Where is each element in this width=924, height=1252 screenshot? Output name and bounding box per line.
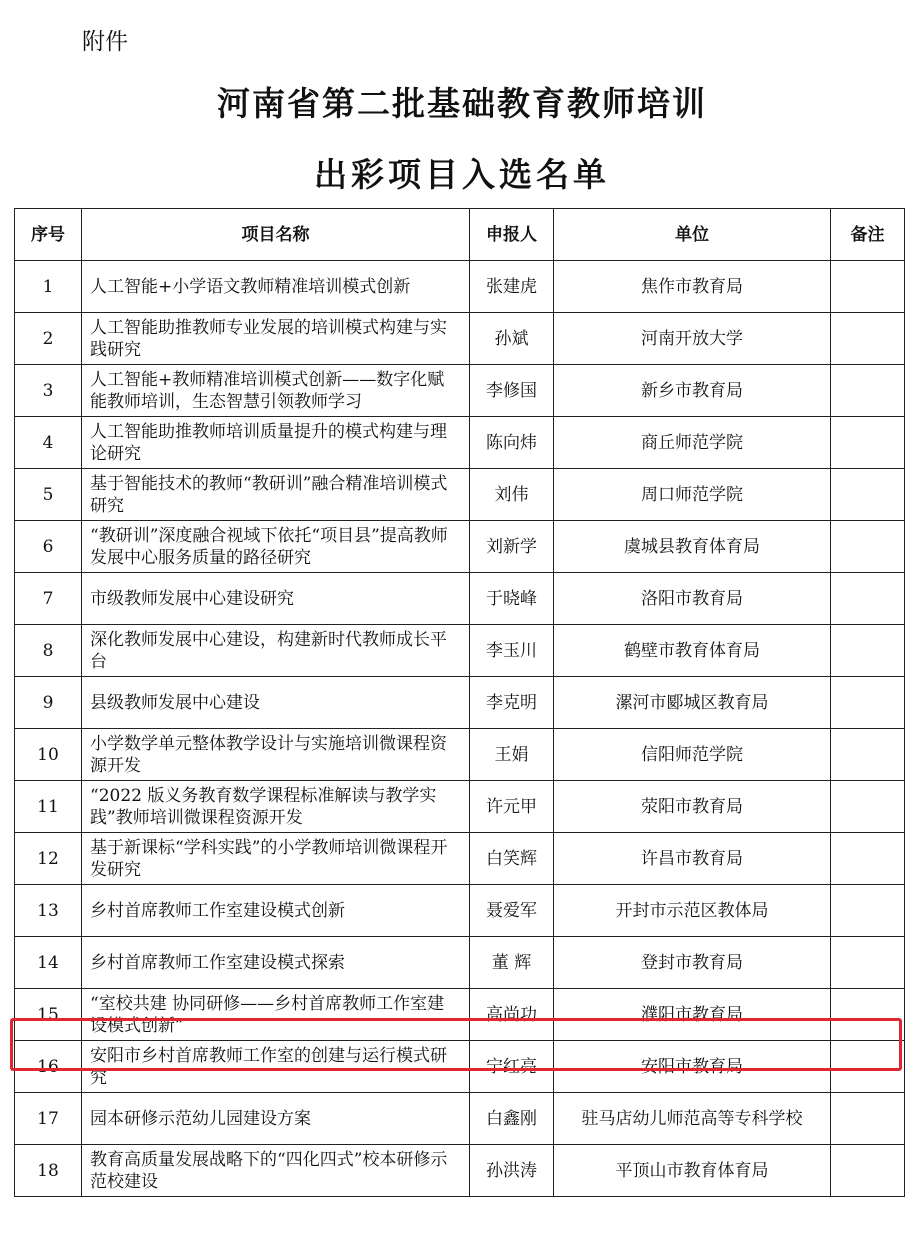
applicant-cell: 刘伟 (470, 469, 554, 521)
table-row (15, 677, 905, 729)
remark-cell (831, 937, 905, 989)
applicant-cell: 张建虎 (470, 261, 554, 313)
remark-cell (831, 469, 905, 521)
project-name-cell: 园本研修示范幼儿园建设方案 (82, 1093, 470, 1145)
project-name-cell: 深化教师发展中心建设，构建新时代教师成长平台 (82, 625, 470, 677)
unit-cell: 洛阳市教育局 (554, 573, 831, 625)
header-applicant: 申报人 (470, 209, 554, 261)
row-number-cell: 10 (15, 729, 82, 781)
table-row (15, 781, 905, 833)
row-number-cell: 5 (15, 469, 82, 521)
unit-cell: 鹤壁市教育体育局 (554, 625, 831, 677)
selection-roster-table (14, 208, 905, 1197)
applicant-cell: 刘新学 (470, 521, 554, 573)
unit-cell: 登封市教育局 (554, 937, 831, 989)
project-name-cell: 教育高质量发展战略下的“四化四式”校本研修示范校建设 (82, 1145, 470, 1197)
table-row (15, 833, 905, 885)
table-row (15, 1093, 905, 1145)
remark-cell (831, 729, 905, 781)
unit-cell: 许昌市教育局 (554, 833, 831, 885)
remark-cell (831, 417, 905, 469)
unit-cell: 虞城县教育体育局 (554, 521, 831, 573)
row-number-cell: 1 (15, 261, 82, 313)
remark-cell (831, 365, 905, 417)
table-row (15, 625, 905, 677)
remark-cell (831, 313, 905, 365)
table-row (15, 1041, 905, 1093)
project-name-cell: 人工智能助推教师专业发展的培训模式构建与实践研究 (82, 313, 470, 365)
row-number-cell: 17 (15, 1093, 82, 1145)
row-number-cell: 13 (15, 885, 82, 937)
remark-cell (831, 1041, 905, 1093)
unit-cell: 周口师范学院 (554, 469, 831, 521)
project-name-cell: “教研训”深度融合视域下依托“项目县”提高教师发展中心服务质量的路径研究 (82, 521, 470, 573)
project-name-cell: 安阳市乡村首席教师工作室的创建与运行模式研究 (82, 1041, 470, 1093)
applicant-cell: 孙斌 (470, 313, 554, 365)
remark-cell (831, 885, 905, 937)
row-number-cell: 14 (15, 937, 82, 989)
document-title-line-1: 河南省第二批基础教育教师培训 (217, 84, 707, 123)
applicant-cell: 李玉川 (470, 625, 554, 677)
row-number-cell: 6 (15, 521, 82, 573)
row-number-cell: 9 (15, 677, 82, 729)
unit-cell: 荥阳市教育局 (554, 781, 831, 833)
table-row (15, 417, 905, 469)
unit-cell: 河南开放大学 (554, 313, 831, 365)
applicant-cell: 许元甲 (470, 781, 554, 833)
table-row (15, 313, 905, 365)
table-row (15, 365, 905, 417)
remark-cell (831, 1093, 905, 1145)
table-row (15, 469, 905, 521)
remark-cell (831, 521, 905, 573)
unit-cell: 新乡市教育局 (554, 365, 831, 417)
unit-cell: 濮阳市教育局 (554, 989, 831, 1041)
applicant-cell: 李克明 (470, 677, 554, 729)
project-name-cell: 县级教师发展中心建设 (82, 677, 470, 729)
table-row (15, 573, 905, 625)
applicant-cell: 于晓峰 (470, 573, 554, 625)
project-name-cell: 人工智能助推教师培训质量提升的模式构建与理论研究 (82, 417, 470, 469)
remark-cell (831, 573, 905, 625)
applicant-cell: 高尚功 (470, 989, 554, 1041)
header-project-name: 项目名称 (82, 209, 470, 261)
applicant-cell: 李修国 (470, 365, 554, 417)
row-number-cell: 11 (15, 781, 82, 833)
header-unit: 单位 (554, 209, 831, 261)
project-name-cell: “2022 版义务教育数学课程标准解读与教学实践”教师培训微课程资源开发 (82, 781, 470, 833)
applicant-cell: 王娟 (470, 729, 554, 781)
unit-cell: 焦作市教育局 (554, 261, 831, 313)
unit-cell: 安阳市教育局 (554, 1041, 831, 1093)
remark-cell (831, 261, 905, 313)
project-name-cell: 乡村首席教师工作室建设模式创新 (82, 885, 470, 937)
project-name-cell: 乡村首席教师工作室建设模式探索 (82, 937, 470, 989)
project-name-cell: 基于智能技术的教师“教研训”融合精准培训模式研究 (82, 469, 470, 521)
table-row (15, 937, 905, 989)
remark-cell (831, 781, 905, 833)
document-title-line-2: 出彩项目入选名单 (314, 155, 610, 194)
row-number-cell: 7 (15, 573, 82, 625)
row-number-cell: 15 (15, 989, 82, 1041)
unit-cell: 驻马店幼儿师范高等专科学校 (554, 1093, 831, 1145)
applicant-cell: 白鑫刚 (470, 1093, 554, 1145)
unit-cell: 开封市示范区教体局 (554, 885, 831, 937)
remark-cell (831, 677, 905, 729)
applicant-cell: 宁红亮 (470, 1041, 554, 1093)
applicant-cell: 陈向炜 (470, 417, 554, 469)
unit-cell: 信阳师范学院 (554, 729, 831, 781)
table-row (15, 521, 905, 573)
remark-cell (831, 625, 905, 677)
row-number-cell: 12 (15, 833, 82, 885)
applicant-cell: 白笑辉 (470, 833, 554, 885)
project-name-cell: “室校共建 协同研修——乡村首席教师工作室建设模式创新” (82, 989, 470, 1041)
project-name-cell: 人工智能+小学语文教师精准培训模式创新 (82, 261, 470, 313)
unit-cell: 平顶山市教育体育局 (554, 1145, 831, 1197)
project-name-cell: 小学数学单元整体教学设计与实施培训微课程资源开发 (82, 729, 470, 781)
attachment-label: 附件 (82, 29, 128, 55)
remark-cell (831, 833, 905, 885)
table-row (15, 1145, 905, 1197)
project-name-cell: 市级教师发展中心建设研究 (82, 573, 470, 625)
table-row (15, 989, 905, 1041)
header-remark: 备注 (831, 209, 905, 261)
table-row (15, 729, 905, 781)
row-number-cell: 4 (15, 417, 82, 469)
row-number-cell: 18 (15, 1145, 82, 1197)
applicant-cell: 董 辉 (470, 937, 554, 989)
unit-cell: 漯河市郾城区教育局 (554, 677, 831, 729)
row-number-cell: 8 (15, 625, 82, 677)
unit-cell: 商丘师范学院 (554, 417, 831, 469)
table-row (15, 885, 905, 937)
applicant-cell: 孙洪涛 (470, 1145, 554, 1197)
header-no: 序号 (15, 209, 82, 261)
row-number-cell: 2 (15, 313, 82, 365)
row-number-cell: 3 (15, 365, 82, 417)
project-name-cell: 基于新课标“学科实践”的小学教师培训微课程开发研究 (82, 833, 470, 885)
remark-cell (831, 1145, 905, 1197)
table-header-row (15, 209, 905, 261)
table-row (15, 261, 905, 313)
row-number-cell: 16 (15, 1041, 82, 1093)
applicant-cell: 聂爱军 (470, 885, 554, 937)
project-name-cell: 人工智能+教师精准培训模式创新——数字化赋能教师培训，生态智慧引领教师学习 (82, 365, 470, 417)
remark-cell (831, 989, 905, 1041)
